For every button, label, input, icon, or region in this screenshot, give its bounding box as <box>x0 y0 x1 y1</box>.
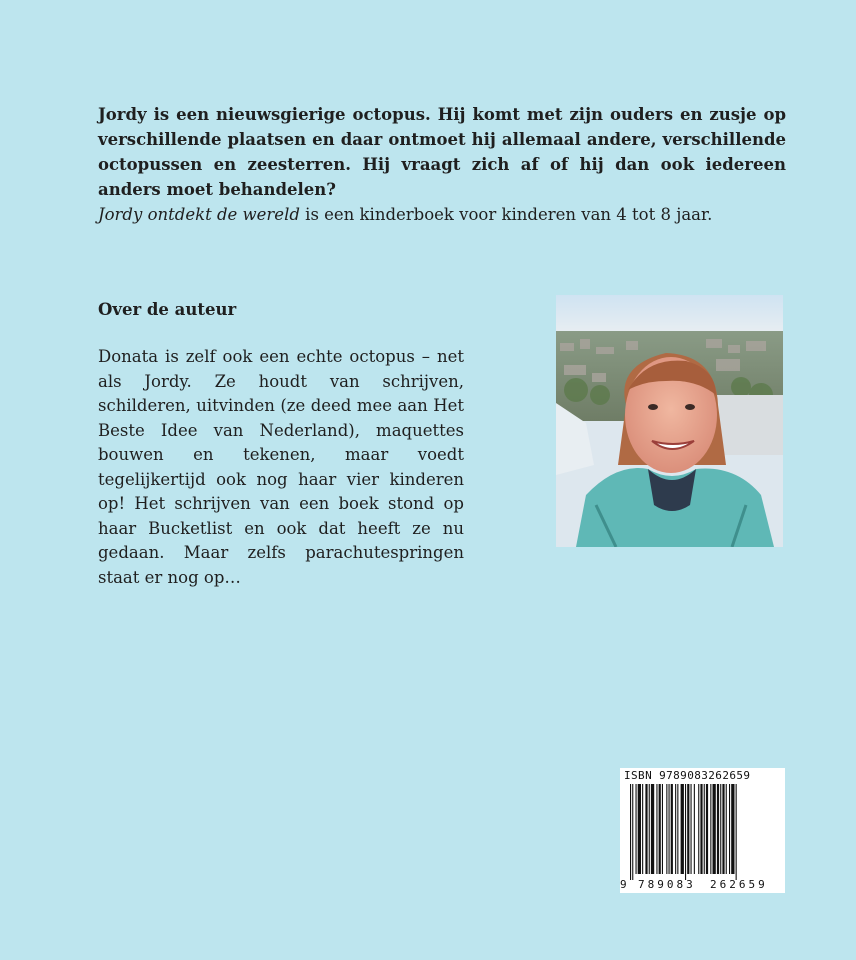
barcode-bar <box>632 784 633 880</box>
barcode-bar <box>726 784 727 874</box>
barcode-bar <box>666 784 667 874</box>
barcode-bar <box>685 784 686 880</box>
blurb-text: Jordy is een nieuwsgierige octopus. Hij komt met zijn ouders en zusje op verschillende plaatsen en daar ontmoet hij allemaal andere, verschillende octopussen en zeesterren. Hij vraagt zich af of hij dan ook iedereen anders moet behandelen? <box>98 105 786 199</box>
barcode-bar <box>717 784 719 874</box>
isbn-label: ISBN 9789083262659 <box>624 769 751 782</box>
barcode-bar <box>656 784 657 874</box>
barcode-bar <box>630 784 631 880</box>
barcode-bar <box>731 784 734 874</box>
author-bio: Donata is zelf ook een echte octopus – net als Jordy. Ze houdt van schrijven, schilderen, uitvinden (ze deed mee aan Het Beste Idee van Nederland), maquettes bouwen en tekenen, maar voedt tegelijkertijd ook nog haar vier kinderen op! Het schrijven van een boek stond op haar Bucketlist en ook dat heeft ze nu gedaan. Maar zelfs parachutespringen staat er nog op… <box>98 347 464 587</box>
barcode-bar <box>675 784 676 874</box>
barcode-bar <box>645 784 647 874</box>
barcode-bar <box>691 784 692 874</box>
barcode-bar <box>722 784 724 874</box>
isbn-digits-left: 789083 <box>638 878 696 891</box>
isbn-digits-right: 262659 <box>710 878 768 891</box>
barcode-bar <box>687 784 689 874</box>
isbn-digit-first: 9 <box>620 878 627 891</box>
barcode-bar <box>736 784 737 880</box>
barcode-bar <box>729 784 730 874</box>
barcode-bar <box>677 784 678 874</box>
barcode-bar <box>710 784 711 874</box>
author-photo <box>556 295 783 547</box>
book-title: Jordy ontdekt de wereld <box>98 205 300 224</box>
isbn-barcode <box>620 768 785 893</box>
barcode-bar <box>681 784 684 874</box>
author-heading: Over de auteur <box>98 300 237 319</box>
barcode-bar <box>704 784 705 874</box>
barcode-bar <box>669 784 670 874</box>
barcode-bar <box>649 784 650 874</box>
barcode-bar <box>638 784 641 874</box>
barcode-bar <box>694 784 695 874</box>
barcode-bar <box>713 784 716 874</box>
barcode-bars <box>626 784 779 882</box>
barcode-bar <box>662 784 663 874</box>
barcode-bar <box>642 784 643 874</box>
barcode-bar <box>636 784 637 874</box>
barcode-bar <box>700 784 702 874</box>
barcode-bar <box>706 784 708 874</box>
barcode-bar <box>651 784 654 874</box>
barcode-bar <box>671 784 673 874</box>
barcode-bar <box>720 784 721 874</box>
tagline-rest: is een kinderboek voor kinderen van 4 tot 8 jaar. <box>299 205 713 224</box>
barcode-bar <box>659 784 661 874</box>
tagline <box>98 202 798 227</box>
barcode-bar <box>698 784 699 874</box>
